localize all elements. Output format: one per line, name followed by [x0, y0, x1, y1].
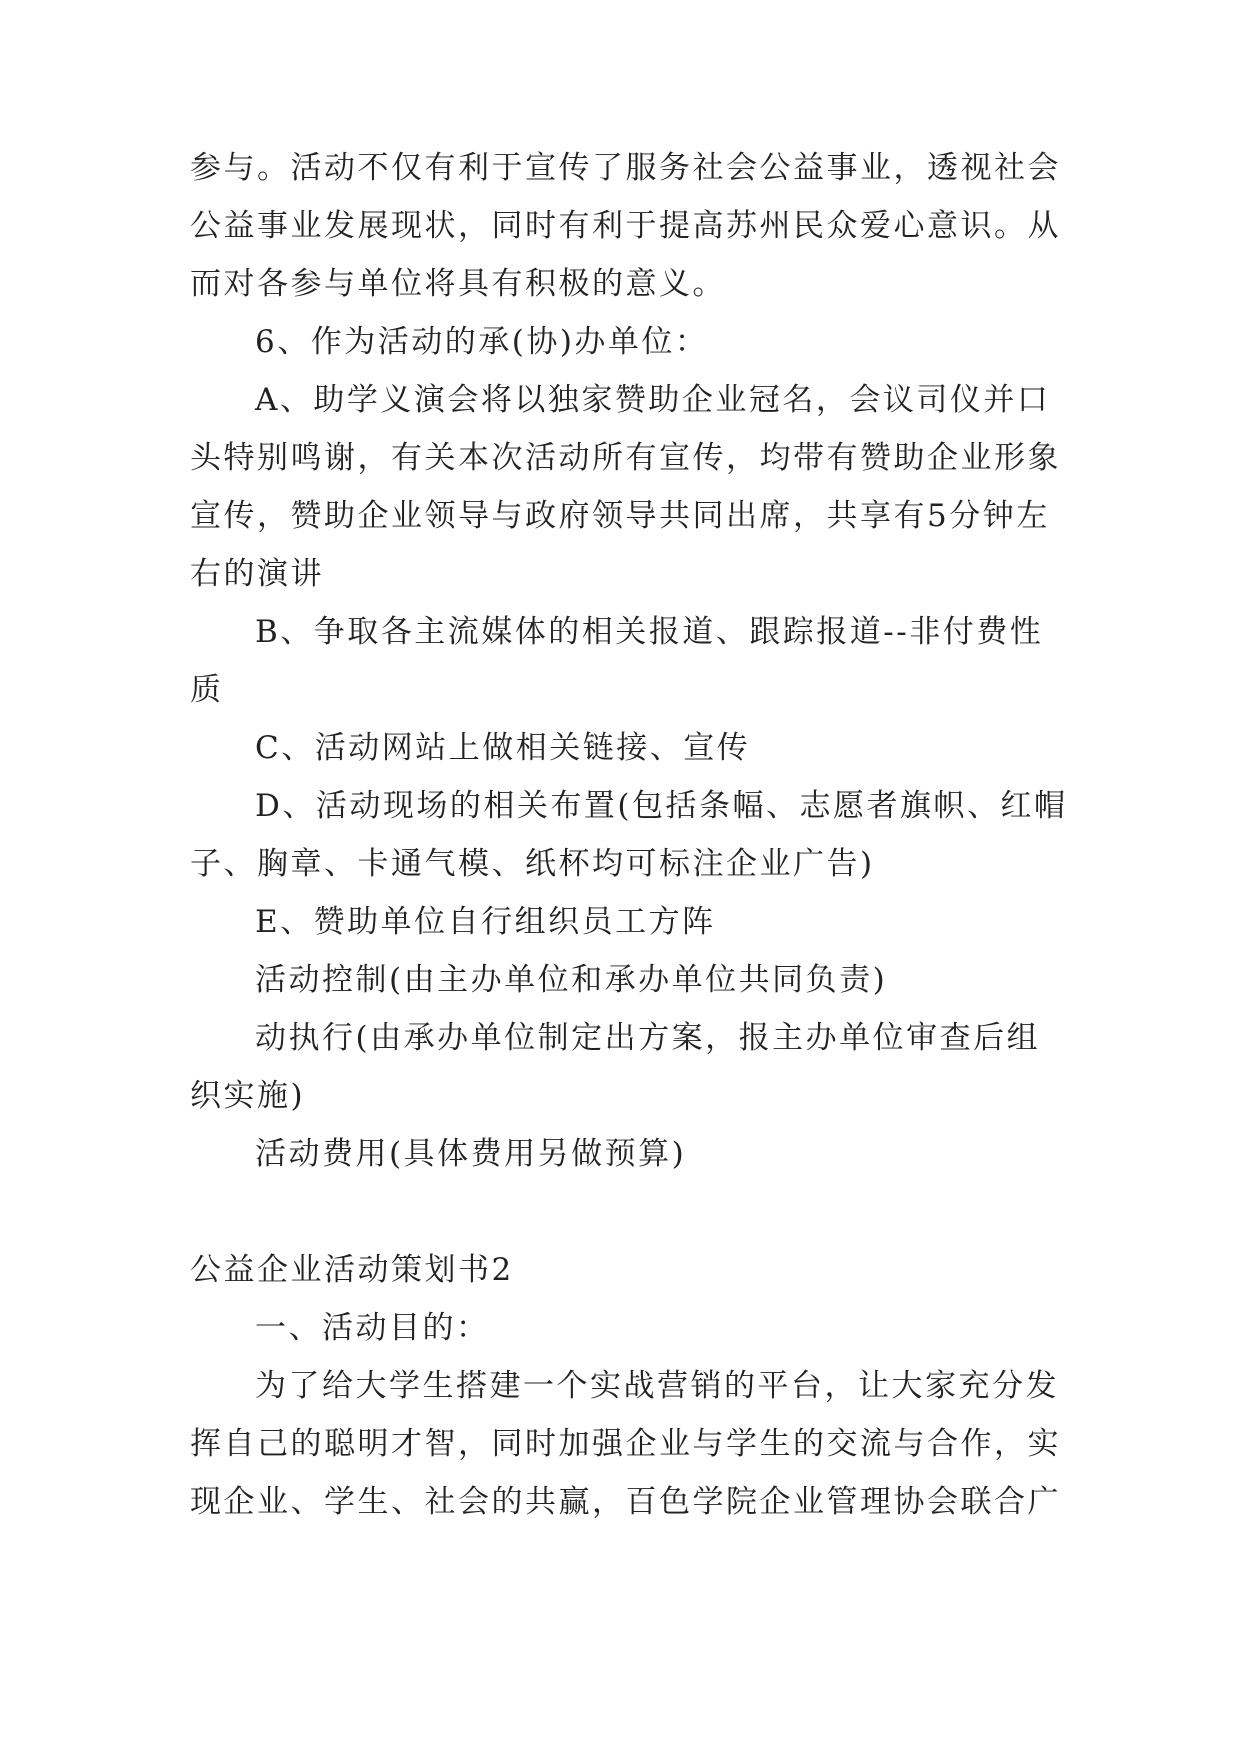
- paragraph-line: 挥自己的聪明才智，同时加强企业与学生的交流与合作，实: [190, 1426, 1061, 1462]
- paragraph-line: 现企业、学生、社会的共赢，百色学院企业管理协会联合广: [190, 1484, 1061, 1520]
- paragraph-line: 子、胸章、卡通气模、纸杯均可标注企业广告): [190, 846, 875, 882]
- activity-control: 活动控制(由主办单位和承办单位共同负责): [255, 962, 888, 998]
- activity-cost: 活动费用(具体费用另做预算): [255, 1136, 687, 1172]
- paragraph-line: 质: [190, 672, 224, 708]
- section-heading: 一、活动目的：: [255, 1310, 490, 1346]
- activity-execution: 动执行(由承办单位制定出方案，报主办单位审查后组: [255, 1020, 1041, 1056]
- document-title: 公益企业活动策划书2: [190, 1252, 514, 1288]
- section-heading: 6、作为活动的承(协)办单位：: [255, 324, 709, 360]
- paragraph-line: 右的演讲: [190, 556, 324, 592]
- paragraph-line: 为了给大学生搭建一个实战营销的平台，让大家充分发: [255, 1368, 1059, 1404]
- paragraph-line: 宣传，赞助企业领导与政府领导共同出席，共享有5分钟左: [190, 498, 1050, 534]
- paragraph-line: 公益事业发展现状，同时有利于提高苏州民众爱心意识。从: [190, 208, 1061, 244]
- list-item-b: B、争取各主流媒体的相关报道、跟踪报道--非付费性: [255, 614, 1044, 650]
- paragraph-line: 而对各参与单位将具有积极的意义。: [190, 266, 726, 302]
- list-item-c: C、活动网站上做相关链接、宣传: [255, 730, 751, 766]
- list-item-a: A、助学义演会将以独家赞助企业冠名，会议司仪并口: [255, 382, 1051, 418]
- paragraph-line: 参与。活动不仅有利于宣传了服务社会公益事业，透视社会: [190, 150, 1061, 186]
- list-item-e: E、赞助单位自行组织员工方阵: [255, 904, 716, 940]
- paragraph-line: 头特别鸣谢，有关本次活动所有宣传，均带有赞助企业形象: [190, 440, 1061, 476]
- paragraph-line: 织实施): [190, 1078, 306, 1114]
- list-item-d: D、活动现场的相关布置(包括条幅、志愿者旗帜、红帽: [255, 788, 1068, 824]
